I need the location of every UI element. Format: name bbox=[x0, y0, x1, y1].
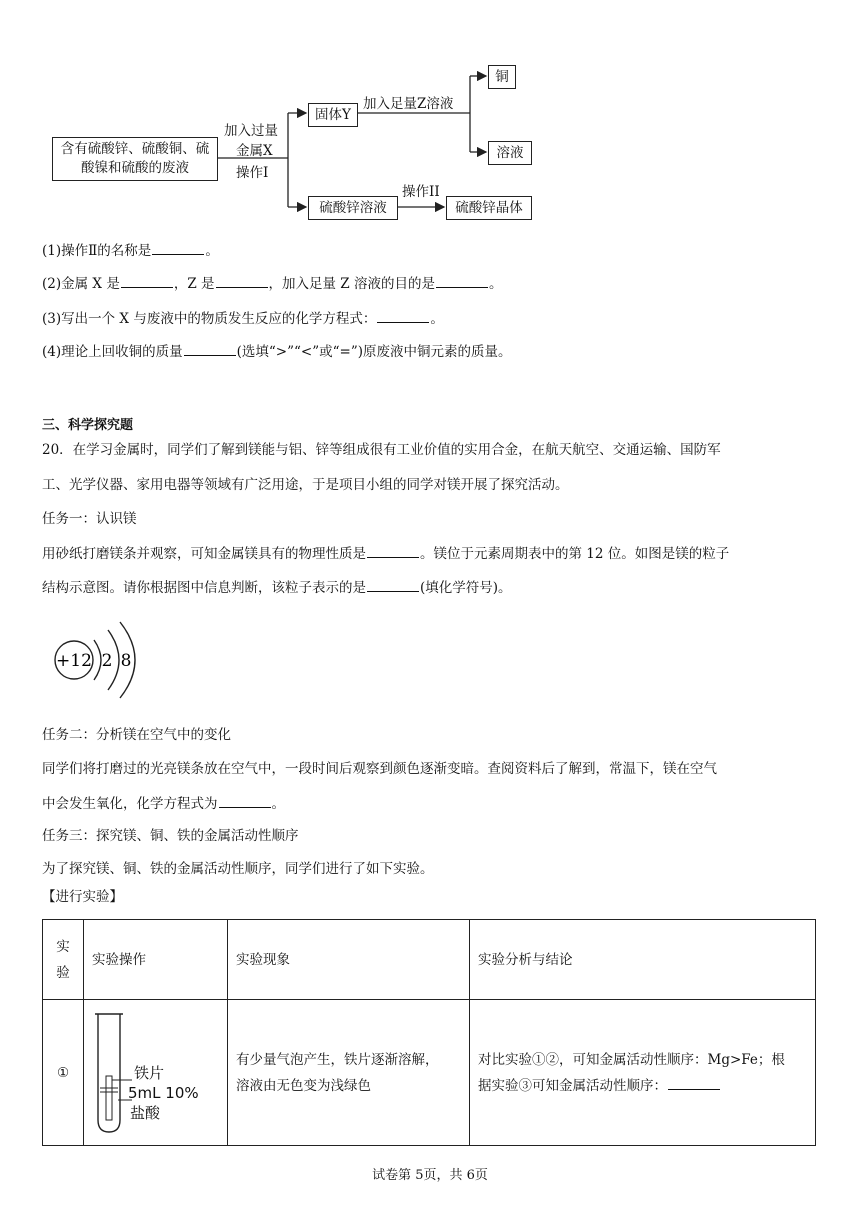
t1-text-a: 用砂纸打磨镁条并观察，可知金属镁具有的物理性质是 bbox=[42, 546, 366, 562]
q3-blank[interactable] bbox=[377, 308, 429, 323]
q1-text: (1)操作Ⅱ的名称是 bbox=[42, 243, 152, 259]
p20-line1: 20．在学习金属时，同学们了解到镁能与铝、锌等组成很有工业价值的实用合金，在航天航空、交通运输、国防军 bbox=[42, 442, 721, 458]
experiment-table bbox=[42, 919, 816, 1146]
flow-znso4-solution: 硫酸锌溶液 bbox=[319, 199, 387, 216]
header-exp-2: 验 bbox=[56, 964, 70, 981]
row1-concl-blank[interactable] bbox=[668, 1075, 720, 1090]
task3-line1: 为了探究镁、铜、铁的金属活动性顺序，同学们进行了如下实验。 bbox=[42, 861, 434, 877]
flow-source-box bbox=[52, 137, 218, 181]
flow-step1-mid: 金属X bbox=[236, 143, 273, 159]
t1-text-d: (填化学符号)。 bbox=[420, 580, 512, 596]
t1-text-c: 结构示意图。请你根据图中信息判断，该粒子表示的是 bbox=[42, 580, 366, 596]
q2-blank-z[interactable] bbox=[216, 273, 268, 288]
flow-op2-label: 操作II bbox=[402, 184, 440, 200]
flow-znso4-solution-box bbox=[308, 196, 398, 220]
q2-text-a: (2)金属 X 是 bbox=[42, 276, 120, 292]
flow-solution: 溶液 bbox=[496, 144, 524, 161]
table-row bbox=[43, 1000, 816, 1146]
flow-copper: 铜 bbox=[495, 68, 509, 85]
q3-end: 。 bbox=[430, 311, 444, 327]
q1-blank[interactable] bbox=[152, 240, 204, 255]
header-exp-1: 实 bbox=[56, 938, 70, 955]
q1-end: 。 bbox=[205, 243, 219, 259]
p20-line2: 工、光学仪器、家用电器等领域有广泛用途，于是项目小组的同学对镁开展了探究活动。 bbox=[42, 477, 569, 493]
t2-text-a: 中会发生氧化，化学方程式为 bbox=[42, 796, 218, 812]
flow-step1-bot: 操作I bbox=[236, 165, 269, 181]
label-volume: 5mL 10% bbox=[128, 1084, 199, 1102]
row1-concl-line1: 对比实验①②，可知金属活动性顺序：Mg>Fe；根 bbox=[478, 1051, 785, 1068]
question-4 bbox=[42, 341, 512, 362]
task3-title: 任务三：探究镁、铜、铁的金属活动性顺序 bbox=[42, 828, 299, 844]
task1-title: 任务一：认识镁 bbox=[42, 511, 137, 527]
flow-znso4-crystal: 硫酸锌晶体 bbox=[455, 199, 523, 216]
t1-blank-symbol[interactable] bbox=[367, 577, 419, 592]
row1-operation bbox=[84, 1000, 228, 1146]
atom-nucleus: +12 bbox=[56, 651, 92, 671]
q4-blank[interactable] bbox=[184, 341, 236, 356]
t1-blank-property[interactable] bbox=[367, 543, 419, 558]
flow-copper-box bbox=[488, 65, 516, 89]
header-exp bbox=[43, 920, 84, 1000]
task2-title: 任务二：分析镁在空气中的变化 bbox=[42, 727, 231, 743]
task2-line2 bbox=[42, 793, 285, 814]
mg-particle-diagram bbox=[50, 618, 150, 700]
flow-source-text: 含有硫酸锌、硫酸铜、硫酸镍和硫酸的废液 bbox=[60, 141, 210, 176]
header-phenomenon: 实验现象 bbox=[228, 920, 470, 1000]
row1-phen-line1: 有少量气泡产生，铁片逐渐溶解， bbox=[236, 1051, 439, 1068]
q4-text-b: (选填“>”“<”或“=”)原废液中铜元素的质量。 bbox=[236, 344, 512, 360]
q2-blank-x[interactable] bbox=[121, 273, 173, 288]
question-3 bbox=[42, 308, 444, 329]
question-2 bbox=[42, 273, 502, 294]
row1-concl-line2 bbox=[478, 1073, 807, 1099]
t2-blank-equation[interactable] bbox=[219, 793, 271, 808]
question-1 bbox=[42, 240, 219, 261]
header-operation: 实验操作 bbox=[84, 920, 228, 1000]
row1-conclusion bbox=[470, 1000, 816, 1146]
task2-line1: 同学们将打磨过的光亮镁条放在空气中，一段时间后观察到颜色逐渐变暗。查阅资料后了解到，常温下，镁在空气 bbox=[42, 761, 717, 777]
flow-solid-y-box bbox=[308, 103, 358, 127]
row1-concl-text: 据实验③可知金属活动性顺序： bbox=[478, 1077, 667, 1094]
task1-line2 bbox=[42, 577, 512, 598]
table-header-row bbox=[43, 920, 816, 1000]
task1-line1 bbox=[42, 543, 729, 564]
section-heading: 三、科学探究题 bbox=[42, 418, 134, 433]
flow-solution-box bbox=[488, 141, 532, 165]
q3-text: (3)写出一个 X 与废液中的物质发生反应的化学方程式： bbox=[42, 311, 377, 327]
row1-phen-line2: 溶液由无色变为浅绿色 bbox=[236, 1077, 371, 1094]
row1-number: ① bbox=[43, 1000, 84, 1146]
q2-end: 。 bbox=[488, 276, 503, 292]
label-iron: 铁片 bbox=[134, 1064, 165, 1082]
q4-text-a: (4)理论上回收铜的质量 bbox=[42, 344, 183, 360]
label-acid: 盐酸 bbox=[130, 1104, 161, 1122]
q2-text-c: ，加入足量 Z 溶液的目的是 bbox=[268, 276, 435, 292]
flow-step1-top: 加入过量 bbox=[224, 123, 278, 139]
t1-text-b: 。镁位于元素周期表中的第 12 位。如图是镁的粒子 bbox=[420, 546, 730, 562]
q2-text-b: ，Z 是 bbox=[173, 276, 215, 292]
row1-phenomenon bbox=[228, 1000, 470, 1146]
q2-blank-purpose[interactable] bbox=[436, 273, 488, 288]
header-conclusion: 实验分析与结论 bbox=[470, 920, 816, 1000]
atom-shell1-count: 2 bbox=[101, 651, 113, 671]
flow-znso4-crystal-box bbox=[446, 196, 532, 220]
experiment-heading: 【进行实验】 bbox=[42, 889, 123, 905]
test-tube-figure bbox=[84, 1000, 227, 1145]
page-footer: 试卷第 5页，共 6页 bbox=[372, 1168, 488, 1183]
flow-z-label: 加入足量Z溶液 bbox=[363, 96, 454, 112]
flow-solid-y: 固体Y bbox=[315, 106, 351, 123]
test-tube-icon bbox=[92, 1008, 132, 1138]
t2-text-b: 。 bbox=[271, 796, 285, 812]
atom-shell2-count: 8 bbox=[120, 651, 132, 671]
